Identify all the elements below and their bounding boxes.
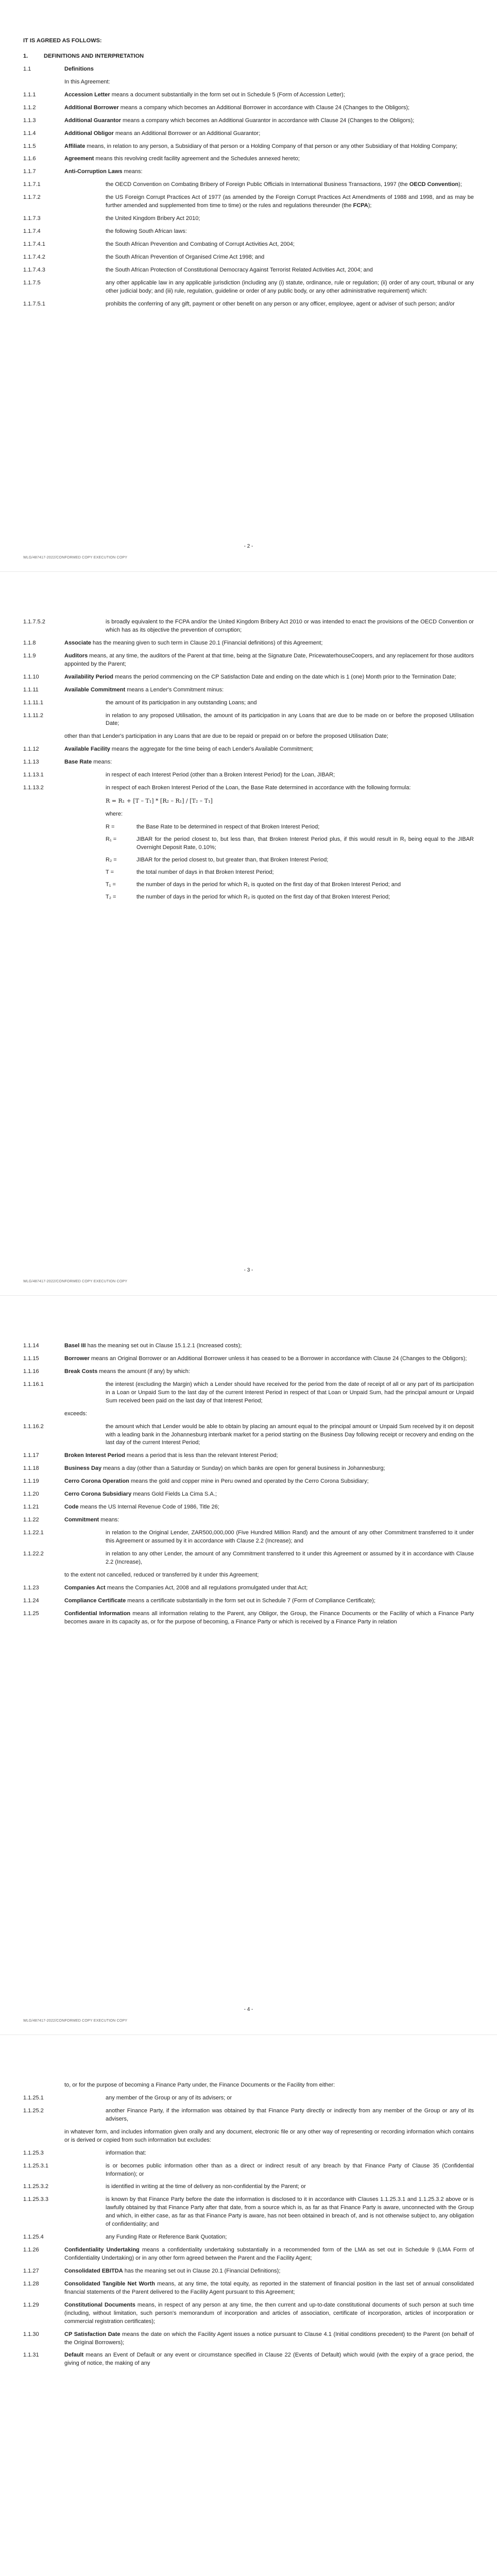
defined-term: Consolidated Tangible Net Worth: [64, 2280, 156, 2287]
defined-term: Accession Letter: [64, 91, 110, 98]
defined-term: Confidentiality Undertaking: [64, 2247, 140, 2253]
clause-number: 1.1.17: [23, 1452, 39, 1459]
definition-1-1-3: [23, 117, 474, 125]
clause-text: in respect of each Interest Period (other than a Broken Interest Period) for the Loan, JIBAR;: [106, 772, 335, 778]
definition-text: means a day (other than a Saturday or Sunday) on which banks are open for general business in Johannesburg;: [101, 1465, 385, 1472]
definition-1-1-18: [23, 1465, 474, 1473]
formula-symbol-definition: the number of days in the period for which R₂ is quoted on the first day of that Broken Interest Period;: [136, 893, 390, 900]
formula-definition: [106, 856, 474, 865]
definition-1-1-25: [23, 1610, 474, 1626]
defined-term: Available Commitment: [64, 686, 126, 693]
defined-term: Borrower: [64, 1355, 90, 1362]
definition-text: means an Original Borrower or an Additional Borrower unless it has ceased to be a Borrower in accordance with Clause 24 (Changes to the Obligors);: [89, 1355, 467, 1362]
clause-text: is or becomes public information other than as a direct or indirect result of any breach by that Finance Party of Clause 35 (Confidential Information); or: [106, 2162, 474, 2177]
clause-number: 1.1.24: [23, 1597, 39, 1604]
page-number: - 3 -: [244, 1267, 253, 1273]
clause-number: 1.1.11.2: [23, 712, 43, 719]
definition-text: means a period that is less than the relevant Interest Period;: [125, 1452, 278, 1459]
clause-number: 1.1.7.4.1: [23, 241, 45, 247]
clause-number: 1.1.7.1: [23, 181, 41, 188]
clause-text: the South African Protection of Constitutional Democracy Against Terrorist Related Activities Act, 2004; and: [106, 266, 373, 273]
definition-text: means Gold Fields La Cima S.A.;: [131, 1491, 217, 1498]
clause-continuation: to, or for the purpose of becoming a Finance Party under, the Finance Documents or the Facility from either:: [64, 2082, 335, 2088]
subclause-1-1-7-4-3: [23, 266, 474, 275]
clause-number: 1.1.7.2: [23, 194, 41, 201]
definition-text: means a company which becomes an Additional Borrower in accordance with Clause 24 (Changes to the Obligors);: [118, 104, 410, 111]
defined-term: OECD Convention: [409, 181, 459, 188]
defined-term: Code: [64, 1504, 79, 1511]
definition-text: means the period commencing on the CP Satisfaction Date and ending on the date which is 1 (one) Month prior to the Termination Date;: [113, 673, 456, 680]
definition-1-1-16: [23, 1368, 474, 1376]
page-3: [0, 1296, 497, 2035]
clause-text: any other applicable law in any applicable jurisdiction (including any (i) statute, ordinance, rule or regulation; (ii) order of any court, tribunal or any other judicial body; and (iii) rule, regulation, guideline or order of any public body, or any other administrative requirement) which:: [106, 279, 474, 294]
page-number: - 4 -: [244, 2006, 253, 2012]
definition-1-1-28: [23, 2280, 474, 2297]
formula-symbol-definition: the number of days in the period for which R₁ is quoted on the first day of that Broken Interest Period; and: [136, 881, 401, 888]
clause-number: 1.1.5: [23, 143, 36, 149]
defined-term: Additional Guarantor: [64, 117, 121, 124]
subclause-1-1-25-4: [23, 2233, 474, 2242]
clause-text: in relation to any other Lender, the amount of any Commitment transferred to it under this Agreement or assumed by it in accordance with Clause 2.2 (Increase),: [106, 1550, 474, 1565]
formula-definition: [106, 881, 474, 889]
clause-text: the following South African laws:: [106, 228, 187, 235]
definition-1-1-4: [23, 130, 474, 138]
clause-number: 1.1.25.1: [23, 2094, 44, 2101]
clause-number: 1.1.7.4.3: [23, 266, 45, 273]
exceeds-label: exceeds:: [64, 1410, 88, 1417]
clause-number: 1.1.12: [23, 746, 39, 753]
clause-number: 1.1.25.3.3: [23, 2196, 48, 2203]
definition-text: means, at any time, the auditors of the Parent at that time, being at the Signature Date, PricewaterhouseCoopers, and any replacement for those auditors appointed by the Parent;: [64, 652, 474, 667]
clause-number: 1.1.3: [23, 117, 36, 124]
defined-term: Broken Interest Period: [64, 1452, 125, 1459]
defined-term: Agreement: [64, 156, 94, 162]
defined-term: Cerro Corona Operation: [64, 1478, 129, 1485]
definition-text: means the gold and copper mine in Peru owned and operated by the Cerro Corona Subsidiary;: [129, 1478, 369, 1485]
formula-definition: [106, 893, 474, 902]
clause-number: 1.1.13: [23, 759, 39, 766]
clause-number: 1.1.7.3: [23, 215, 41, 222]
clause-number: 1.1.9: [23, 652, 36, 659]
formula-symbol: T₂ =: [106, 893, 116, 900]
subclause-1-1-7-5-2: [23, 618, 474, 635]
page-4: [0, 2035, 497, 2576]
clause-number: 1.1.20: [23, 1491, 39, 1498]
clause-text: the amount of its participation in any outstanding Loans; and: [106, 699, 257, 706]
clause-continuation: other than that Lender's participation in any Loans that are due to be repaid or prepaid on or before the proposed Utilisation Date;: [64, 733, 388, 740]
definition-1-1-2: [23, 104, 474, 112]
definition-text: means a document substantially in the form set out in Schedule 5 (Form of Accession Letter);: [110, 91, 345, 98]
base-rate-formula: R = R₁ + [T – T₁] * [R₂ – R₁] / [T₂ – T₁]: [106, 798, 213, 805]
clause-number: 1.1.22.2: [23, 1550, 44, 1557]
defined-term: Anti-Corruption Laws: [64, 168, 123, 175]
clause-text: is broadly equivalent to the FCPA and/or the United Kingdom Bribery Act 2010 or was intended to enact the provisions of the OECD Convention or which has as its objective the prevention of corruption;: [106, 619, 474, 633]
definition-text: means, in respect of any person at any time, the then current and up-to-date constitutional documents of such person at such time (including, without limitation, such person's memorandum of incorporation and articles of association, certificate of incorporation, articles of incorporation or commercial registration certificates);: [64, 2301, 474, 2325]
definition-1-1-8: [23, 639, 474, 648]
formula-symbol-definition: JIBAR for the period closest to, but greater than, that Broken Interest Period;: [136, 856, 329, 863]
clause-text: in relation to the Original Lender, ZAR500,000,000 (Five Hundred Million Rand) and the amount of any other Commitment transferred to it under this Agreement or assumed by it in accordance with Clause 2.2 (Increase); and: [106, 1530, 474, 1544]
clause-text: prohibits the conferring of any gift, payment or other benefit on any person or any officer, employee, agent or adviser of such person; and/or: [106, 300, 455, 307]
defined-term: Base Rate: [64, 759, 92, 766]
clause-number: 1.1.16: [23, 1368, 39, 1375]
subclause-1-1-13-1: [23, 771, 474, 779]
defined-term: Consolidated EBITDA: [64, 2267, 123, 2274]
subclause-1-1-7-4: [23, 228, 474, 236]
defined-term: Commitment: [64, 1517, 99, 1523]
clause-text: the US Foreign Corrupt Practices Act of 1977 (as amended by the Foreign Corrupt Practices Act Amendments of 1988 and 1998, and as may be further amended and supplemented from time to time) or the rules and regulations thereunder (the: [106, 194, 474, 209]
subclause-1-1-25-3-1: [23, 2162, 474, 2179]
clause-number: 1.1.13.2: [23, 785, 44, 791]
formula-symbol: R₂ =: [106, 856, 117, 863]
clause-number: 1.1.25.4: [23, 2234, 44, 2241]
formula-symbol: R₁ =: [106, 836, 117, 842]
document-footer: WLG/487417-2022/CONFORMED COPY EXECUTION COPY: [23, 2019, 128, 2023]
clause-number: 1.1.4: [23, 130, 36, 137]
clause-text: the OECD Convention on Combating Bribery of Foreign Public Officials in International Business Transactions, 1997 (the: [106, 181, 409, 188]
definition-text: means:: [122, 168, 143, 175]
definition-text: has the meaning set out in Clause 20.1 (Financial Definitions);: [123, 2267, 281, 2274]
defined-term: Business Day: [64, 1465, 102, 1472]
clause-text: the South African Prevention of Organised Crime Act 1998; and: [106, 253, 265, 260]
clause-number: 1.1.29: [23, 2301, 39, 2308]
defined-term: Companies Act: [64, 1584, 106, 1591]
clause-text: in relation to any proposed Utilisation, the amount of its participation in any Loans that are due to be made on or before the proposed Utilisation Date;: [106, 712, 474, 727]
clause-number: 1.1.22.1: [23, 1530, 44, 1536]
clause-text: is known by that Finance Party before the date the information is disclosed to it in accordance with Clauses 1.1.25.3.1 and 1.1.25.3.2 above or is lawfully obtained by that Finance Party after that date, from a source which is, as far as that Finance Party is aware, unconnected with the Group and which, in either case, as far as that Finance Party is aware, has not been obtained in breach of, and is not otherwise subject to, any obligation of confidentiality; and: [106, 2196, 474, 2228]
page-number: - 2 -: [244, 543, 253, 549]
clause-number: 1.1.14: [23, 1343, 39, 1349]
clause-number: 1.1.30: [23, 2331, 39, 2337]
definition-1-1-21: [23, 1503, 474, 1512]
definition-1-1-7: [23, 168, 474, 176]
definition-text: has the meaning set out in Clause 15.1.2.1 (Increased costs);: [85, 1343, 242, 1349]
clause-number: 1.1.16.1: [23, 1381, 44, 1387]
definition-1-1-1: [23, 91, 474, 99]
subclause-1-1-7-3: [23, 215, 474, 223]
clause-number: 1.1.25: [23, 1610, 39, 1617]
clause-number: 1.1.7.5: [23, 279, 41, 286]
clause-number: 1.1.31: [23, 2352, 39, 2359]
clause-text: in respect of each Broken Interest Period of the Loan, the Base Rate determined in accordance with the following formula:: [106, 785, 411, 791]
definition-text: means this revolving credit facility agreement and the Schedules annexed hereto;: [94, 156, 300, 162]
definition-1-1-10: [23, 673, 474, 682]
defined-term: Auditors: [64, 652, 88, 659]
subclause-1-1-13-2: [23, 784, 474, 792]
clause-text-tail: );: [458, 181, 462, 188]
definition-text: means:: [99, 1517, 119, 1523]
clause-intro: In this Agreement:: [64, 78, 110, 85]
document-footer: WLG/487417-2022/CONFORMED COPY EXECUTION COPY: [23, 555, 128, 560]
defined-term: Additional Borrower: [64, 104, 119, 111]
clause-number: 1.: [23, 53, 28, 59]
clause-title: Definitions: [64, 65, 94, 72]
clause-number: 1.1.25.3: [23, 2149, 44, 2156]
clause-title: DEFINITIONS AND INTERPRETATION: [44, 53, 144, 59]
subclause-1-1-7-5-1: [23, 300, 474, 309]
defined-term: Availability Period: [64, 673, 113, 680]
definition-text: means an Additional Borrower or an Additional Guarantor;: [113, 130, 261, 137]
page-1: [0, 0, 497, 572]
definition-1-1-30: [23, 2331, 474, 2347]
formula-symbol-definition: the Base Rate to be determined in respect of that Broken Interest Period;: [136, 823, 320, 830]
definition-1-1-14: [23, 1342, 474, 1350]
formula-symbol: T₁ =: [106, 881, 116, 888]
definition-1-1-15: [23, 1355, 474, 1363]
clause-text: the South African Prevention and Combating of Corrupt Activities Act, 2004;: [106, 241, 295, 247]
clause-number: 1.1.18: [23, 1465, 39, 1472]
clause-continuation: to the extent not cancelled, reduced or transferred by it under this Agreement;: [64, 1571, 259, 1578]
subclause-1-1-25-1: [23, 2094, 474, 2103]
definition-text: means a company which becomes an Additional Guarantor in accordance with Clause 24 (Changes to the Obligors);: [121, 117, 415, 124]
subclause-1-1-7-5: [23, 279, 474, 296]
clause-text: another Finance Party, if the information was obtained by that Finance Party directly or indirectly from any member of the Group or any of its advisers,: [106, 2107, 474, 2122]
document-footer: WLG/487417-2022/CONFORMED COPY EXECUTION COPY: [23, 1279, 128, 1283]
clause-number: 1.1.16.2: [23, 1423, 44, 1430]
definition-1-1-6: [23, 155, 474, 163]
clause-number: 1.1.7.4: [23, 228, 41, 235]
subclause-1-1-22-2: [23, 1550, 474, 1567]
definition-1-1-9: [23, 652, 474, 669]
formula-symbol: T =: [106, 869, 114, 875]
clause-number: 1.1.7.5.1: [23, 300, 45, 307]
clause-text: the interest (excluding the Margin) which a Lender should have received for the period from the date of receipt of all or any part of its participation in a Loan or Unpaid Sum to the last day of the current Interest Period in respect of that Loan or Unpaid Sum, had the principal amount or Unpaid Sum received been paid on the last day of that Interest Period;: [106, 1381, 474, 1404]
definition-1-1-24: [23, 1597, 474, 1605]
clause-text: any Funding Rate or Reference Bank Quotation;: [106, 2234, 227, 2241]
defined-term: Break Costs: [64, 1368, 98, 1375]
formula-definition: [106, 836, 474, 852]
defined-term: Basel III: [64, 1343, 86, 1349]
subclause-1-1-7-2: [23, 194, 474, 210]
clause-number: 1.1.25.3.2: [23, 2183, 48, 2190]
clause-number: 1.1.2: [23, 104, 36, 111]
clause-number: 1.1.23: [23, 1584, 39, 1591]
clause-number: 1.1.8: [23, 639, 36, 646]
definition-text: means a Lender's Commitment minus:: [125, 686, 224, 693]
definition-text: has the meaning given to such term in Clause 20.1 (Financial definitions) of this Agreement;: [91, 639, 323, 646]
clause-number: 1.1.7.5.2: [23, 619, 45, 625]
definition-text: means, at any time, the total equity, as reported in the statement of financial position in the last set of annual consolidated financial statements of the Parent delivered to the Facility Agent pursuant to this Agreement;: [64, 2280, 474, 2295]
clause-number: 1.1.22: [23, 1517, 39, 1523]
definition-1-1-12: [23, 745, 474, 754]
definition-text: means the US Internal Revenue Code of 1986, Title 26;: [78, 1504, 219, 1511]
clause-number: 1.1.28: [23, 2280, 39, 2287]
defined-term: Cerro Corona Subsidiary: [64, 1491, 132, 1498]
defined-term: Associate: [64, 639, 91, 646]
agreement-heading: IT IS AGREED AS FOLLOWS:: [23, 38, 102, 44]
defined-term: Constitutional Documents: [64, 2301, 135, 2308]
definition-1-1-22: [23, 1516, 474, 1524]
defined-term: Default: [64, 2352, 84, 2359]
clause-text: any member of the Group or any of its advisers; or: [106, 2094, 232, 2101]
clause-text: the amount which that Lender would be able to obtain by placing an amount equal to the principal amount or Unpaid Sum received by it on deposit with a leading bank in the Johannesburg interbank market for a period starting on the Business Day following receipt or recovery and ending on the last day of the current Interest Period;: [106, 1423, 474, 1446]
formula-definition: [106, 869, 474, 877]
defined-term: FCPA: [353, 202, 368, 209]
definition-1-1-19: [23, 1478, 474, 1486]
formula-symbol-definition: the total number of days in that Broken Interest Period;: [136, 869, 274, 875]
clause-number: 1.1.11.1: [23, 699, 43, 706]
subclause-1-1-22-1: [23, 1529, 474, 1546]
subclause-1-1-11-2: [23, 712, 474, 728]
defined-term: Available Facility: [64, 746, 110, 753]
clause-number: 1.1.7.4.2: [23, 253, 45, 260]
definition-1-1-17: [23, 1452, 474, 1460]
definition-text: means the date on which the Facility Agent issues a notice pursuant to Clause 4.1 (Initial conditions precedent) to the Parent (on behalf of the Original Borrowers);: [64, 2331, 474, 2346]
clause-number: 1.1.6: [23, 156, 36, 162]
subclause-1-1-16-1: [23, 1381, 474, 1405]
formula-symbol: R =: [106, 823, 115, 830]
clause-text: is identified in writing at the time of delivery as non-confidential by the Parent; or: [106, 2183, 306, 2190]
definition-text: means an Event of Default or any event or circumstance specified in Clause 22 (Events of Default) which would (with the expiry of a grace period, the giving of notice, the making of any: [64, 2352, 474, 2367]
subclause-1-1-25-2: [23, 2107, 474, 2124]
clause-number: 1.1: [23, 65, 31, 72]
definition-1-1-29: [23, 2301, 474, 2326]
subclause-1-1-16-2: [23, 1423, 474, 1448]
definition-text: means the aggregate for the time being of each Lender's Available Commitment;: [110, 746, 314, 753]
defined-term: CP Satisfaction Date: [64, 2331, 121, 2337]
clause-number: 1.1.11: [23, 686, 39, 693]
clause-text: the United Kingdom Bribery Act 2010;: [106, 215, 200, 222]
clause-1-1: [23, 65, 474, 74]
definition-1-1-13: [23, 758, 474, 767]
clause-number: 1.1.1: [23, 91, 36, 98]
subclause-1-1-25-3-2: [23, 2183, 474, 2191]
formula-definition: [106, 823, 474, 832]
definition-text: means the amount (if any) by which:: [97, 1368, 190, 1375]
clause-number: 1.1.10: [23, 673, 39, 680]
definition-1-1-11: [23, 686, 474, 694]
clause-number: 1.1.27: [23, 2267, 39, 2274]
clause-number: 1.1.21: [23, 1504, 39, 1511]
definition-text: means the Companies Act, 2008 and all regulations promulgated under that Act;: [105, 1584, 308, 1591]
defined-term: Compliance Certificate: [64, 1597, 126, 1604]
definition-1-1-5: [23, 143, 474, 151]
definition-text: means:: [92, 759, 112, 766]
page-2: [0, 572, 497, 1296]
subclause-1-1-7-4-1: [23, 241, 474, 249]
clause-continuation: in whatever form, and includes information given orally and any document, electronic file or any other way of representing or recording information which contains or is derived or copied from such information but excludes:: [64, 2128, 474, 2143]
subclause-1-1-25-3-3: [23, 2196, 474, 2229]
subclause-1-1-7-1: [23, 181, 474, 189]
subclause-1-1-25-3: [23, 2149, 474, 2158]
clause-1: [23, 53, 474, 61]
definition-text: means all information relating to the Parent, any Obligor, the Group, the Finance Documents or the Facility of which a Finance Party becomes aware in its capacity as, or for the purpose of becoming, a Finance Party or which is received by a Finance Party in relation: [64, 1610, 474, 1625]
clause-number: 1.1.7: [23, 168, 36, 175]
clause-text: information that:: [106, 2149, 146, 2156]
subclause-1-1-11-1: [23, 699, 474, 707]
defined-term: Additional Obligor: [64, 130, 114, 137]
definition-text: means, in relation to any person, a Subsidiary of that person or a Holding Company of that person or any other Subsidiary of that Holding Company;: [85, 143, 458, 149]
clause-text-tail: );: [368, 202, 372, 209]
definition-1-1-26: [23, 2246, 474, 2263]
clause-number: 1.1.26: [23, 2247, 39, 2253]
defined-term: Confidential Information: [64, 1610, 131, 1617]
where-label: where:: [106, 811, 123, 817]
definition-text: means a confidentiality undertaking substantially in a recommended form of the LMA as set out in Schedule 9 (LMA Form of Confidentiality Undertaking) or in any other form agreed between the Parent and the Facility Agent;: [64, 2247, 474, 2261]
clause-number: 1.1.19: [23, 1478, 39, 1485]
definition-text: means a certificate substantially in the form set out in Schedule 7 (Form of Compliance Certificate);: [126, 1597, 376, 1604]
clause-number: 1.1.13.1: [23, 772, 44, 778]
definition-1-1-31: [23, 2351, 474, 2368]
definition-1-1-27: [23, 2267, 474, 2276]
clause-number: 1.1.25.2: [23, 2107, 44, 2114]
clause-number: 1.1.15: [23, 1355, 39, 1362]
subclause-1-1-7-4-2: [23, 253, 474, 262]
clause-number: 1.1.25.3.1: [23, 2162, 48, 2169]
definition-1-1-20: [23, 1490, 474, 1499]
formula-symbol-definition: JIBAR for the period closest to, but less than, that Broken Interest Period plus, if this would result in R₁ being equal to the JIBAR Overnight Deposit Rate, 0.10%;: [136, 836, 474, 851]
defined-term: Affiliate: [64, 143, 85, 149]
definition-1-1-23: [23, 1584, 474, 1592]
